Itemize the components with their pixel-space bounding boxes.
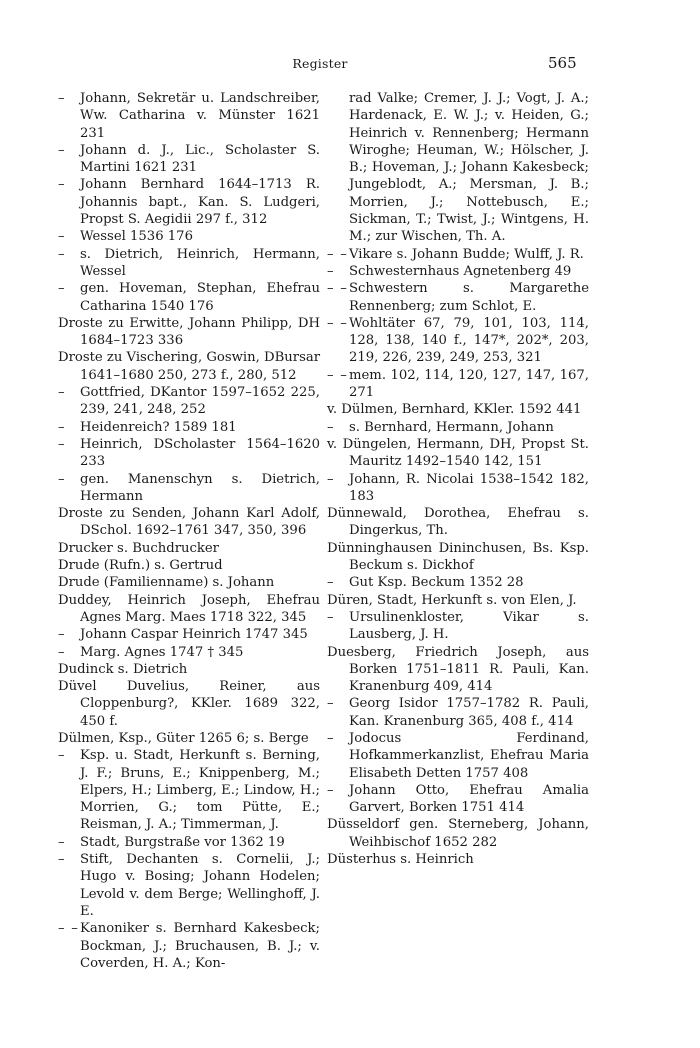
entry-text: Heidenreich? 1589 181 (80, 419, 237, 435)
index-entry (58, 834, 320, 851)
index-entry (327, 644, 589, 696)
entry-text: Ksp. u. Stadt, Herkunft s. Berning, J. F.; Bruns, E.; Knippenberg, M.; Elpers, H.; Limberg, E.; Lindow, H.; Morrien, G.; tom Pütte, E.; Reisman, J. A.; Timmerman, J. (80, 748, 320, 833)
repeat-dash: – – (327, 367, 347, 383)
index-entry (58, 505, 320, 540)
index-entry (327, 730, 589, 782)
index-entry (58, 626, 320, 643)
repeat-dash: – (58, 436, 65, 452)
entry-text: Johann d. J., Lic., Scholaster S. Martini 1621 231 (80, 142, 320, 176)
entry-text: gen. Manenschyn s. Dietrich, Hermann (80, 471, 320, 504)
entry-text: Drude (Familienname) s. Johann (58, 575, 275, 591)
repeat-dash: – (58, 852, 65, 868)
entry-text: Schwesternhaus Agnetenberg 49 (349, 263, 572, 279)
entry-text: Wessel 1536 176 (80, 229, 193, 245)
index-entry (327, 315, 589, 367)
repeat-dash: – – (327, 281, 347, 297)
repeat-dash: – (327, 609, 334, 625)
repeat-dash: – (58, 142, 65, 158)
right-column (327, 90, 589, 868)
entry-text: s. Dietrich, Heinrich, Hermann, Wessel (80, 246, 320, 279)
index-entry (58, 920, 320, 972)
entry-text: Dülmen, Ksp., Güter 1265 6; s. Berge (58, 730, 309, 746)
repeat-dash: – – (327, 315, 347, 331)
index-entry (58, 730, 320, 747)
entry-text: v. Dülmen, Bernhard, KKler. 1592 441 (327, 402, 582, 418)
index-entry (58, 851, 320, 920)
entry-text: rad Valke; Cremer, J. J.; Vogt, J. A.; Hardenack, E. W. J.; v. Heiden, G.; Heinrich v. Rennenberg; Hermann Wiroghe; Heuman, W.; Hölscher, J. B.; Hoveman, J.; Johann Kakesbeck; Jungeblodt, A.; Mersman, J. B.; Morrien, J.; Nottebusch, E.; Sickman, T.; Twist, J.; Wintgens, H. M.; zur Wischen, Th. A. (349, 91, 589, 245)
index-entry (327, 609, 589, 644)
entry-text: Wohltäter 67, 79, 101, 103, 114, 128, 138, 140 f., 147*, 202*, 203, 219, 226, 239, 249, 253, 321 (349, 315, 589, 366)
repeat-dash: – (58, 229, 65, 245)
index-entry (58, 419, 320, 436)
index-entry (327, 592, 589, 609)
entry-text: Drude (Rufn.) s. Gertrud (58, 558, 223, 574)
entry-text: Duesberg, Friedrich Joseph, aus Borken 1751–1811 R. Pauli, Kan. Kranenburg 409, 414 (327, 644, 589, 695)
entry-text: mem. 102, 114, 120, 127, 147, 167, 271 (349, 367, 589, 401)
left-column (58, 90, 320, 972)
entry-text: Ursulinenkloster, Vikar s. Lausberg, J. H. (349, 609, 589, 643)
repeat-dash: – (58, 627, 65, 643)
index-entry (58, 471, 320, 506)
index-entry (58, 280, 320, 315)
index-entry (58, 436, 320, 471)
repeat-dash: – (58, 419, 65, 435)
index-entry (327, 695, 589, 730)
repeat-dash: – (327, 782, 334, 798)
index-entry (58, 574, 320, 591)
repeat-dash: – (58, 246, 65, 262)
entry-text: Johann Otto, Ehefrau Amalia Garvert, Borken 1751 414 (349, 782, 589, 816)
entry-text: Stift, Dechanten s. Cornelii, J.; Hugo v. Bosing; Johann Hodelen; Levold v. dem Berge; Wellinghoff, J. E. (80, 852, 320, 919)
repeat-dash: – (58, 385, 65, 401)
index-entry (327, 851, 589, 868)
entry-text: Vikare s. Johann Budde; Wulff, J. R. (349, 246, 584, 262)
index-entry (58, 557, 320, 574)
running-title: Register (292, 56, 348, 71)
repeat-dash: – – (327, 246, 347, 262)
index-entry (58, 592, 320, 627)
index-entry (327, 574, 589, 591)
index-entry (58, 661, 320, 678)
repeat-dash: – (58, 644, 65, 660)
index-entry (327, 280, 589, 315)
entry-text: Johann Caspar Heinrich 1747 345 (80, 627, 308, 643)
repeat-dash: – (327, 575, 334, 591)
index-entry (58, 142, 320, 177)
index-entry (327, 401, 589, 418)
index-entry (327, 419, 589, 436)
entry-text: Georg Isidor 1757–1782 R. Pauli, Kan. Kranenburg 365, 408 f., 414 (349, 696, 589, 729)
index-entry (58, 747, 320, 833)
repeat-dash: – (327, 263, 334, 279)
repeat-dash: – – (58, 921, 78, 937)
repeat-dash: – (58, 834, 65, 850)
repeat-dash: – (58, 91, 65, 106)
entry-text: Heinrich, DScholaster 1564–1620 233 (80, 436, 320, 470)
entry-text: Gut Ksp. Beckum 1352 28 (349, 575, 524, 591)
index-entry (58, 90, 320, 142)
index-entry (58, 540, 320, 557)
entry-text: Marg. Agnes 1747 † 345 (80, 644, 244, 660)
index-entry (327, 263, 589, 280)
entry-text: Düsseldorf gen. Sterneberg, Johann, Weihbischof 1652 282 (327, 817, 589, 850)
page-number: 565 (548, 54, 577, 72)
entry-text: Stadt, Burgstraße vor 1362 19 (80, 834, 285, 850)
index-entry (58, 384, 320, 419)
index-entry (327, 471, 589, 506)
entry-text: Düren, Stadt, Herkunft s. von Elen, J. (327, 592, 577, 608)
index-entry (327, 90, 589, 246)
entry-text: Droste zu Erwitte, Johann Philipp, DH 1684–1723 336 (58, 315, 320, 349)
entry-text: Schwestern s. Margarethe Rennenberg; zum Schlot, E. (349, 281, 589, 314)
entry-text: Kanoniker s. Bernhard Kakesbeck; Bockman, J.; Bruchausen, B. J.; v. Coverden, H. A.; Kon- (80, 921, 320, 971)
entry-text: Droste zu Vischering, Goswin, DBursar 1641–1680 250, 273 f., 280, 512 (58, 350, 320, 383)
index-entry (58, 678, 320, 730)
index-entry (58, 246, 320, 281)
entry-text: Droste zu Senden, Johann Karl Adolf, DSchol. 1692–1761 347, 350, 396 (58, 506, 320, 539)
repeat-dash: – (58, 281, 65, 297)
repeat-dash: – (327, 419, 334, 435)
index-entry (327, 436, 589, 471)
index-entry (58, 315, 320, 350)
repeat-dash: – (58, 748, 65, 764)
entry-text: Johann Bernhard 1644–1713 R. Johannis bapt., Kan. S. Ludgeri, Propst S. Aegidii 297 f., 312 (80, 177, 320, 228)
repeat-dash: – (58, 177, 65, 193)
repeat-dash: – (58, 471, 65, 487)
entry-text: Duddey, Heinrich Joseph, Ehefrau Agnes Marg. Maes 1718 322, 345 (58, 592, 320, 625)
index-entry (58, 228, 320, 245)
index-entry (327, 540, 589, 575)
index-entry (327, 505, 589, 540)
index-entry (58, 644, 320, 661)
entry-text: v. Düngelen, Hermann, DH, Propst St. Mauritz 1492–1540 142, 151 (327, 436, 589, 470)
index-entry (327, 246, 589, 263)
entry-text: s. Bernhard, Hermann, Johann (349, 419, 554, 435)
index-entry (327, 367, 589, 402)
entry-text: Johann, R. Nicolai 1538–1542 182, 183 (349, 471, 589, 504)
repeat-dash: – (327, 471, 334, 487)
entry-text: Gottfried, DKantor 1597–1652 225, 239, 241, 248, 252 (80, 385, 320, 418)
entry-text: Düvel Duvelius, Reiner, aus Cloppenburg?, KKler. 1689 322, 450 f. (58, 679, 320, 729)
entry-text: Dudinck s. Dietrich (58, 661, 188, 677)
repeat-dash: – (327, 696, 334, 712)
entry-text: Dünninghausen Dininchusen, Bs. Ksp. Beckum s. Dickhof (327, 540, 589, 574)
repeat-dash: – (327, 730, 334, 746)
entry-text: Düsterhus s. Heinrich (327, 852, 474, 868)
index-entry (327, 782, 589, 817)
entry-text: gen. Hoveman, Stephan, Ehefrau Catharina 1540 176 (80, 281, 320, 314)
index-entry (58, 176, 320, 228)
entry-text: Drucker s. Buchdrucker (58, 540, 219, 556)
index-entry (58, 349, 320, 384)
entry-text: Dünnewald, Dorothea, Ehefrau s. Dingerkus, Th. (327, 506, 589, 539)
index-entry (327, 816, 589, 851)
entry-text: Johann, Sekretär u. Landschreiber, Ww. Catharina v. Münster 1621 231 (80, 91, 320, 141)
entry-text: Jodocus Ferdinand, Hofkammerkanzlist, Ehefrau Maria Elisabeth Detten 1757 408 (349, 730, 589, 781)
